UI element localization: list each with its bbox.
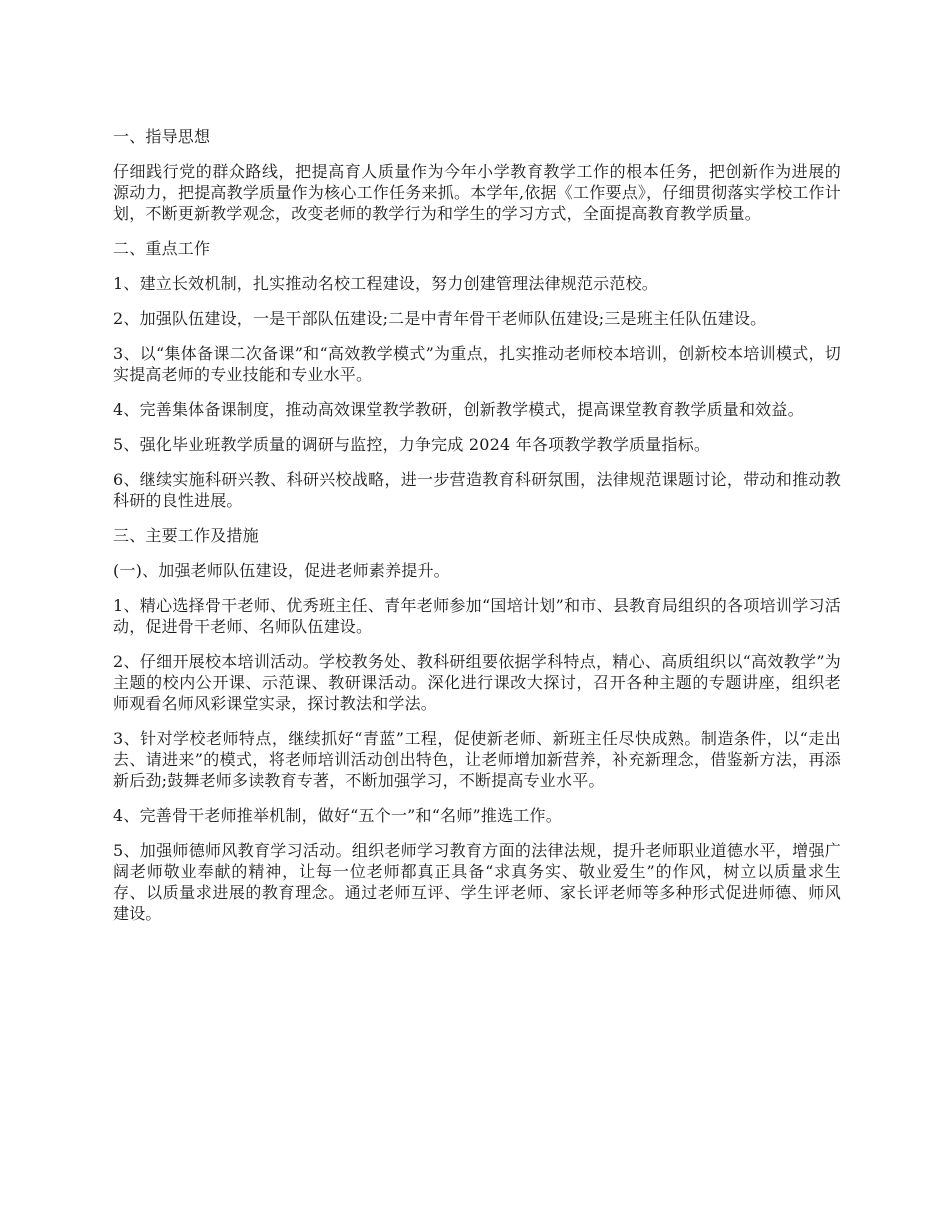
measure-item-5: 5、加强师德师风教育学习活动。组织老师学习教育方面的法律法规，提升老师职业道德水平，增强广阔老师敬业奉献的精神，让每一位老师都真正具备“求真务实、敬业爱生”的作风，树立以质量求生存、以质量求进展的教育理念。通过老师互评、学生评老师、家长评老师等多种形式促进师德、师风建设。	[113, 841, 841, 923]
key-work-item-4: 4、完善集体备课制度，推动高效课堂教学教研，创新教学模式，提高课堂教育教学质量和效益。	[113, 400, 804, 419]
measure-item-4: 4、完善骨干老师推举机制，做好“五个一”和“名师”推选工作。	[113, 806, 562, 825]
key-work-item-5: 5、强化毕业班教学质量的调研与监控，力争完成 2024 年各项教学教学质量指标。	[113, 435, 711, 454]
document-page	[113, 126, 841, 938]
key-work-item-3: 3、以“集体备课二次备课”和“高效教学模式”为重点，扎实推动老师校本培训，创新校本培训模式，切实提高老师的专业技能和专业水平。	[113, 344, 841, 384]
section-heading-main-measures: 三、主要工作及措施	[113, 526, 259, 545]
measure-item-1: 1、精心选择骨干老师、优秀班主任、青年老师参加“国培计划”和市、县教育局组织的各项培训学习活动，促进骨干老师、名师队伍建设。	[113, 596, 841, 636]
key-work-item-1: 1、建立长效机制，扎实推动名校工程建设，努力创建管理法律规范示范校。	[113, 274, 658, 293]
measure-item-2: 2、仔细开展校本培训活动。学校教务处、教科研组要依据学科特点，精心、高质组织以“高效教学”为主题的校内公开课、示范课、教研课活动。深化进行课改大探讨，召开各种主题的专题讲座，组织老师观看名师风彩课堂实录，探讨教法和学法。	[113, 652, 841, 713]
subsection-heading-teacher-team: (一)、加强老师队伍建设，促进老师素养提升。	[113, 561, 450, 580]
section-heading-key-work: 二、重点工作	[113, 239, 211, 258]
key-work-item-2: 2、加强队伍建设，一是干部队伍建设;二是中青年骨干老师队伍建设;三是班主任队伍建设。	[113, 309, 767, 328]
section-heading-guiding-thought: 一、指导思想	[113, 127, 211, 146]
key-work-item-6: 6、继续实施科研兴教、科研兴校战略，进一步营造教育科研氛围，法律规范课题讨论，带动和推动教科研的良性进展。	[113, 470, 841, 510]
measure-item-3: 3、针对学校老师特点，继续抓好“青蓝”工程，促使新老师、新班主任尽快成熟。制造条件，以“走出去、请进来”的模式，将老师培训活动创出特色，让老师增加新营养，补充新理念，借鉴新方法，再添新后劲;鼓舞老师多读教育专著，不断加强学习，不断提高专业水平。	[113, 729, 841, 790]
paragraph-guiding-thought: 仔细践行党的群众路线，把提高育人质量作为今年小学教育教学工作的根本任务，把创新作为进展的源动力，把提高教学质量作为核心工作任务来抓。本学年,依据《工作要点》，仔细贯彻落实学校工作计划，不断更新教学观念，改变老师的教学行为和学生的学习方式，全面提高教育教学质量。	[113, 162, 841, 223]
